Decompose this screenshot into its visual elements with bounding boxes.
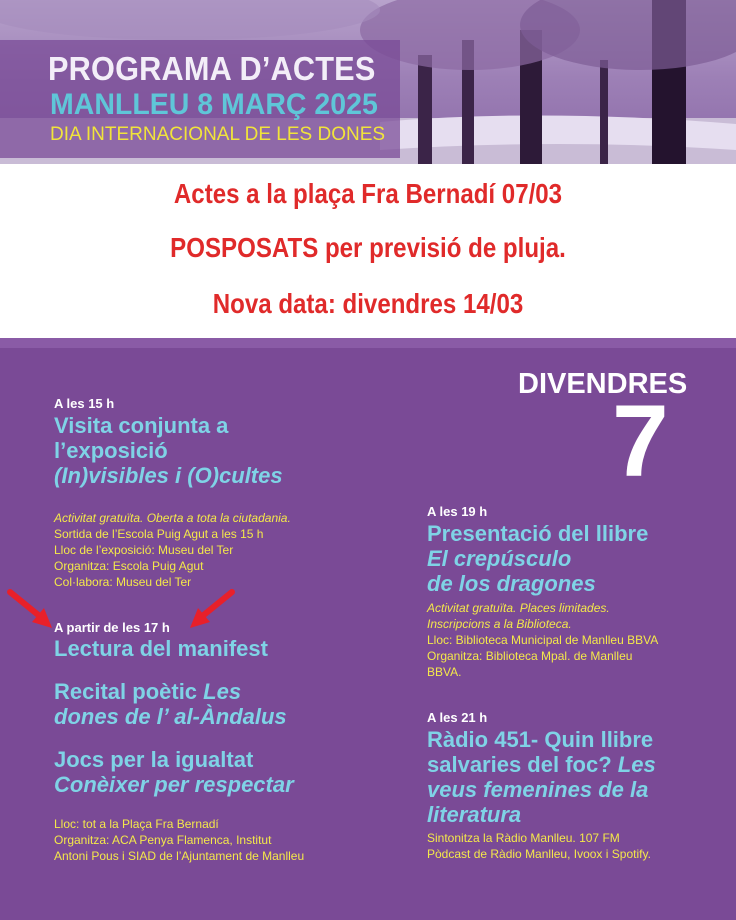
day-name: DIVENDRES	[518, 368, 688, 400]
red-arrow-icon	[4, 586, 58, 632]
event-detail: Sortida de l’Escola Puig Agut a les 15 h	[54, 527, 264, 541]
event-title-line: literatura	[427, 802, 522, 827]
event-detail: Lloc: tot a la Plaça Fra Bernadí	[54, 817, 219, 831]
event-time: A les 21 h	[427, 710, 488, 725]
event-title: Lectura del manifest	[54, 636, 268, 661]
event-title	[54, 413, 283, 488]
event-time: A les 19 h	[427, 504, 488, 519]
event-title-part: Recital poètic	[54, 679, 204, 704]
event-detail: Organitza: ACA Penya Flamenca, Institut	[54, 833, 272, 847]
notice-line-3: Nova data: divendres 14/03	[212, 288, 524, 319]
event-details	[54, 816, 304, 864]
event-time: A partir de les 17 h	[54, 620, 170, 635]
event-title	[54, 679, 287, 729]
event-title-line: Ràdio 451- Quin llibre	[427, 727, 654, 752]
event-detail: Activitat gratuïta. Places limitades.	[427, 601, 610, 615]
event-title-line: dones de l’ al-Àndalus	[54, 704, 287, 729]
event-title-line: veus femenines de la	[427, 777, 649, 802]
tagline: DIA INTERNACIONAL DE LES DONES	[50, 124, 386, 145]
event-detail: Col·labora: Museu del Ter	[54, 575, 192, 589]
event-detail: Inscripcions a la Biblioteca.	[427, 617, 572, 631]
event-title-line: Conèixer per respectar	[54, 772, 294, 797]
event-title-part: Les	[617, 752, 656, 777]
event-detail: Sintonitza la Ràdio Manlleu. 107 FM	[427, 831, 620, 845]
postponement-notice	[0, 164, 736, 341]
red-arrow-icon	[184, 586, 238, 632]
event-detail: Lloc: Biblioteca Municipal de Manlleu BBVA	[427, 633, 659, 647]
notice-line-1: Actes a la plaça Fra Bernadí 07/03	[173, 178, 563, 209]
event-detail: Pòdcast de Ràdio Manlleu, Ivoox i Spotify.	[427, 847, 651, 861]
event-detail: Antoni Pous i SIAD de l’Ajuntament de Manlleu	[54, 849, 305, 863]
page-subtitle: MANLLEU 8 MARÇ 2025	[50, 88, 378, 121]
event-title-line: Jocs per la igualtat	[54, 747, 254, 772]
event-title	[427, 727, 656, 827]
torn-edge	[0, 338, 736, 348]
notice-line-2: POSPOSATS per previsió de pluja.	[170, 232, 566, 263]
event-title-line: Presentació del llibre	[427, 521, 649, 546]
day-number: 7	[612, 384, 669, 498]
event-title-line: de los dragones	[427, 571, 596, 596]
event-detail: Lloc de l’exposició: Museu del Ter	[54, 543, 234, 557]
event-detail: Activitat gratuïta. Oberta a tota la ciutadania.	[54, 511, 291, 525]
event-title-line: El crepúsculo	[427, 546, 572, 571]
event-details	[427, 830, 651, 862]
event-title-part: Les	[203, 679, 242, 704]
event-title-part: salvaries del foc?	[427, 752, 618, 777]
event-details	[427, 600, 658, 680]
event-detail: BBVA.	[427, 665, 462, 679]
event-detail: Organitza: Escola Puig Agut	[54, 559, 204, 573]
event-title	[427, 521, 648, 596]
event-title-line: l’exposició	[54, 438, 168, 463]
event-title	[54, 747, 294, 797]
event-details	[54, 510, 291, 590]
event-title-line: Visita conjunta a	[54, 413, 229, 438]
event-time: A les 15 h	[54, 396, 115, 411]
event-title-line: (In)visibles i (O)cultes	[54, 463, 283, 488]
event-detail: Organitza: Biblioteca Mpal. de Manlleu	[427, 649, 633, 663]
page-title: PROGRAMA D’ACTES	[48, 50, 376, 87]
